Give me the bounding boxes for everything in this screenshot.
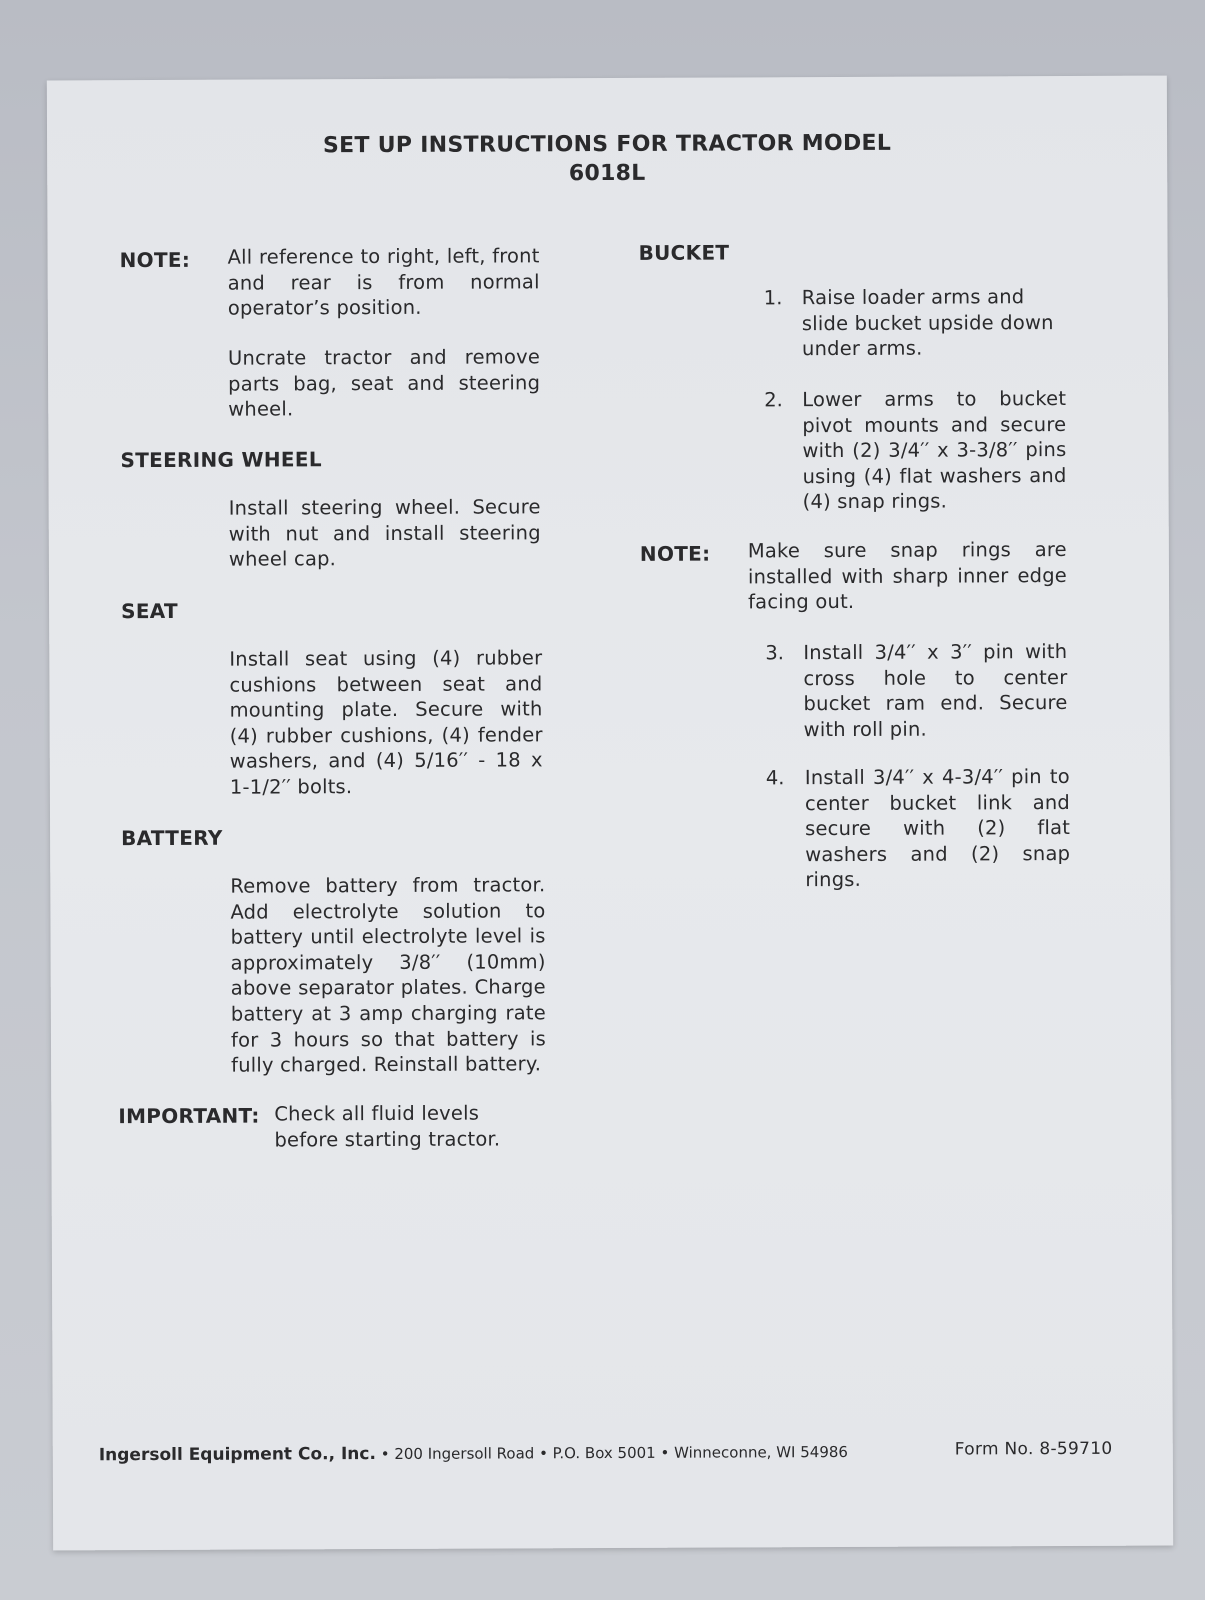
title-line-1: SET UP INSTRUCTIONS FOR TRACTOR MODEL: [322, 130, 892, 159]
instruction-sheet: [47, 76, 1173, 1551]
step-3-text: Install 3/4′′ x 3′′ pin with cross hole to center bucket ram end. Secure with roll pin.: [803, 640, 1068, 741]
company-address: • 200 Ingersoll Road • P.O. Box 5001 • Winneconne, WI 54986: [380, 1442, 848, 1464]
note-label-right: NOTE:: [639, 541, 711, 566]
form-number: Form No. 8-59710: [954, 1438, 1113, 1460]
step-2-number: 2.: [764, 388, 783, 412]
step-1-number: 1.: [763, 286, 783, 310]
step-3-number: 3.: [765, 641, 784, 665]
note-label-left: NOTE:: [119, 247, 191, 273]
steering-wheel-heading: STEERING WHEEL: [120, 447, 322, 473]
note-text-left: All reference to right, left, front and rear is from normal operator’s position.: [227, 244, 540, 320]
title-line-2: 6018L: [568, 160, 646, 187]
important-label: IMPORTANT:: [118, 1103, 260, 1129]
step-4-number: 4.: [765, 766, 785, 790]
battery-heading: BATTERY: [121, 825, 223, 851]
seat-heading: SEAT: [121, 598, 179, 624]
step-4-text: Install 3/4′′ x 4-3/4′′ pin to center bucket link and secure with (2) flat washers and (2) snap rings.: [804, 764, 1071, 892]
company-name: Ingersoll Equipment Co., Inc.: [98, 1444, 376, 1466]
important-text: Check all fluid levels before starting tractor.: [274, 1101, 501, 1152]
steering-wheel-text: Install steering wheel. Secure with nut and install steering wheel cap.: [228, 495, 541, 571]
page-title: [47, 128, 1167, 191]
footer-address: [99, 1442, 848, 1465]
note-text-right: Make sure snap rings are installed with sharp inner edge facing out.: [747, 538, 1068, 614]
battery-text: Remove battery from tractor. Add electrolyte solution to battery until electrolyte level is approximately 3/8′′ (10mm) above separator plates. Charge battery at 3 amp charging rate for 3 hours so that battery is fully charged. Reinstall battery.: [230, 873, 547, 1077]
uncrate-text: Uncrate tractor and remove parts bag, seat and steering wheel.: [227, 345, 541, 421]
seat-text: Install seat using (4) rubber cushions between seat and mounting plate. Secure with (4) rubber cushions, (4) fender washers, and (4) 5/16′′ - 18 x 1-1/2′′ bolts.: [229, 646, 543, 799]
step-2-text: Lower arms to bucket pivot mounts and secure with (2) 3/4′′ x 3-3/8′′ pins using (4) flat washers and (4) snap rings.: [802, 387, 1067, 514]
step-1-text: Raise loader arms and slide bucket upside down under arms.: [801, 285, 1054, 361]
bucket-heading: BUCKET: [638, 240, 730, 265]
